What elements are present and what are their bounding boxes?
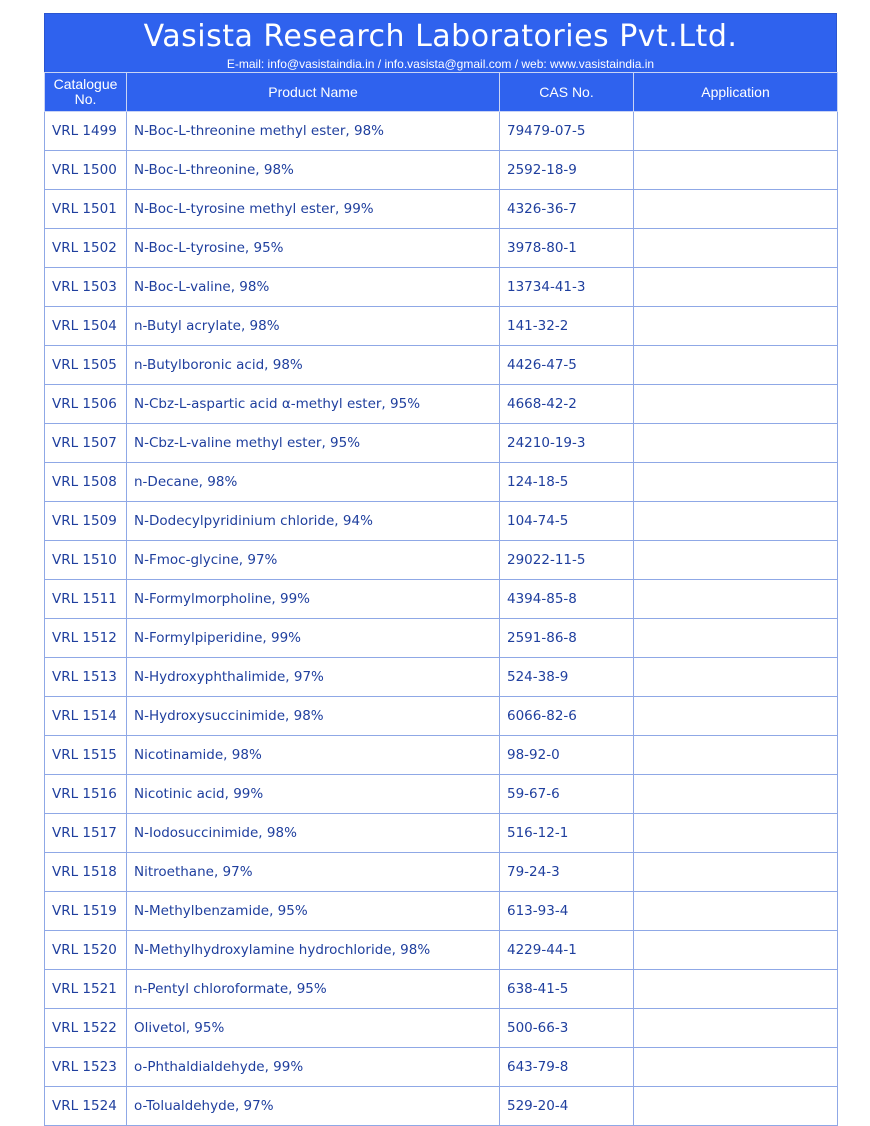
application-cell xyxy=(634,580,838,619)
application-cell xyxy=(634,1048,838,1087)
table-row xyxy=(45,658,838,697)
catalogue-number-cell: VRL 1504 xyxy=(45,307,127,346)
catalogue-number-cell: VRL 1507 xyxy=(45,424,127,463)
product-name-cell: n-Butyl acrylate, 98% xyxy=(127,307,500,346)
cas-number-cell: 79-24-3 xyxy=(500,853,634,892)
cas-number-cell: 2591-86-8 xyxy=(500,619,634,658)
application-cell xyxy=(634,307,838,346)
catalogue-number-cell: VRL 1523 xyxy=(45,1048,127,1087)
contact-line: E-mail: info@vasistaindia.in / info.vasista@gmail.com / web: www.vasistaindia.in xyxy=(226,57,655,71)
application-cell xyxy=(634,775,838,814)
cas-number-cell: 79479-07-5 xyxy=(500,112,634,151)
application-cell xyxy=(634,541,838,580)
table-row xyxy=(45,931,838,970)
catalogue-number-cell: VRL 1521 xyxy=(45,970,127,1009)
cas-number-cell: 3978-80-1 xyxy=(500,229,634,268)
application-cell xyxy=(634,229,838,268)
catalogue-number-cell: VRL 1508 xyxy=(45,463,127,502)
application-cell xyxy=(634,736,838,775)
table-row xyxy=(45,346,838,385)
table-row xyxy=(45,697,838,736)
table-row xyxy=(45,736,838,775)
product-name-cell: N-Methylbenzamide, 95% xyxy=(127,892,500,931)
application-cell xyxy=(634,502,838,541)
cas-number-cell: 98-92-0 xyxy=(500,736,634,775)
product-name-cell: n-Decane, 98% xyxy=(127,463,500,502)
catalogue-number-cell: VRL 1524 xyxy=(45,1087,127,1126)
cas-number-cell: 141-32-2 xyxy=(500,307,634,346)
application-cell xyxy=(634,970,838,1009)
product-name-cell: n-Butylboronic acid, 98% xyxy=(127,346,500,385)
application-cell xyxy=(634,658,838,697)
cas-number-cell: 529-20-4 xyxy=(500,1087,634,1126)
table-row xyxy=(45,151,838,190)
application-cell xyxy=(634,112,838,151)
catalogue-number-cell: VRL 1519 xyxy=(45,892,127,931)
catalogue-number-cell: VRL 1518 xyxy=(45,853,127,892)
catalogue-sheet xyxy=(44,13,837,1126)
cas-number-cell: 4426-47-5 xyxy=(500,346,634,385)
product-name-cell: Nicotinic acid, 99% xyxy=(127,775,500,814)
product-name-cell: N-Dodecylpyridinium chloride, 94% xyxy=(127,502,500,541)
product-name-cell: N-Fmoc-glycine, 97% xyxy=(127,541,500,580)
application-cell xyxy=(634,853,838,892)
product-name-cell: N-Formylpiperidine, 99% xyxy=(127,619,500,658)
cas-number-cell: 124-18-5 xyxy=(500,463,634,502)
catalogue-number-cell: VRL 1511 xyxy=(45,580,127,619)
catalogue-header-line1: Catalogue xyxy=(53,76,118,92)
product-name-cell: o-Tolualdehyde, 97% xyxy=(127,1087,500,1126)
table-row xyxy=(45,268,838,307)
cas-number-cell: 24210-19-3 xyxy=(500,424,634,463)
catalogue-number-cell: VRL 1509 xyxy=(45,502,127,541)
application-cell xyxy=(634,463,838,502)
application-cell xyxy=(634,892,838,931)
table-row xyxy=(45,502,838,541)
cas-number-cell: 524-38-9 xyxy=(500,658,634,697)
application-cell xyxy=(634,424,838,463)
cas-number-cell: 638-41-5 xyxy=(500,970,634,1009)
table-row xyxy=(45,424,838,463)
application-cell xyxy=(634,268,838,307)
cas-number-cell: 4668-42-2 xyxy=(500,385,634,424)
catalogue-header-line2: No. xyxy=(74,91,97,107)
catalogue-number-cell: VRL 1514 xyxy=(45,697,127,736)
catalogue-number-cell: VRL 1510 xyxy=(45,541,127,580)
product-name-cell: Olivetol, 95% xyxy=(127,1009,500,1048)
catalogue-number-cell: VRL 1506 xyxy=(45,385,127,424)
column-header-catalogue xyxy=(45,73,127,112)
column-header-application: Application xyxy=(634,73,838,112)
application-cell xyxy=(634,619,838,658)
catalogue-number-cell: VRL 1513 xyxy=(45,658,127,697)
application-cell xyxy=(634,1009,838,1048)
catalogue-number-cell: VRL 1503 xyxy=(45,268,127,307)
product-name-cell: Nicotinamide, 98% xyxy=(127,736,500,775)
table-row xyxy=(45,970,838,1009)
application-cell xyxy=(634,931,838,970)
product-table xyxy=(44,72,838,1126)
cas-number-cell: 4229-44-1 xyxy=(500,931,634,970)
product-name-cell: Nitroethane, 97% xyxy=(127,853,500,892)
column-header-cas: CAS No. xyxy=(500,73,634,112)
application-cell xyxy=(634,346,838,385)
product-name-cell: N-Formylmorpholine, 99% xyxy=(127,580,500,619)
catalogue-number-cell: VRL 1500 xyxy=(45,151,127,190)
catalogue-number-cell: VRL 1502 xyxy=(45,229,127,268)
catalogue-number-cell: VRL 1499 xyxy=(45,112,127,151)
product-name-cell: N-Boc-L-threonine, 98% xyxy=(127,151,500,190)
product-name-cell: N-Boc-L-valine, 98% xyxy=(127,268,500,307)
cas-number-cell: 4326-36-7 xyxy=(500,190,634,229)
table-row xyxy=(45,1048,838,1087)
cas-number-cell: 2592-18-9 xyxy=(500,151,634,190)
table-row xyxy=(45,619,838,658)
cas-number-cell: 613-93-4 xyxy=(500,892,634,931)
product-name-cell: o-Phthaldialdehyde, 99% xyxy=(127,1048,500,1087)
table-row xyxy=(45,775,838,814)
cas-number-cell: 4394-85-8 xyxy=(500,580,634,619)
company-name: Vasista Research Laboratories Pvt.Ltd. xyxy=(143,19,738,54)
catalogue-number-cell: VRL 1505 xyxy=(45,346,127,385)
product-name-cell: N-Boc-L-threonine methyl ester, 98% xyxy=(127,112,500,151)
cas-number-cell: 6066-82-6 xyxy=(500,697,634,736)
column-header-product: Product Name xyxy=(127,73,500,112)
product-name-cell: N-Boc-L-tyrosine methyl ester, 99% xyxy=(127,190,500,229)
application-cell xyxy=(634,151,838,190)
table-row xyxy=(45,112,838,151)
table-row xyxy=(45,580,838,619)
product-name-cell: N-Methylhydroxylamine hydrochloride, 98% xyxy=(127,931,500,970)
catalogue-number-cell: VRL 1517 xyxy=(45,814,127,853)
table-row xyxy=(45,385,838,424)
product-name-cell: N-Boc-L-tyrosine, 95% xyxy=(127,229,500,268)
product-name-cell: N-Hydroxyphthalimide, 97% xyxy=(127,658,500,697)
catalogue-number-cell: VRL 1520 xyxy=(45,931,127,970)
cas-number-cell: 500-66-3 xyxy=(500,1009,634,1048)
table-row xyxy=(45,463,838,502)
table-row xyxy=(45,892,838,931)
cas-number-cell: 104-74-5 xyxy=(500,502,634,541)
cas-number-cell: 13734-41-3 xyxy=(500,268,634,307)
table-header-row xyxy=(45,73,838,112)
application-cell xyxy=(634,385,838,424)
cas-number-cell: 516-12-1 xyxy=(500,814,634,853)
catalogue-number-cell: VRL 1512 xyxy=(45,619,127,658)
table-row xyxy=(45,541,838,580)
catalogue-number-cell: VRL 1515 xyxy=(45,736,127,775)
application-cell xyxy=(634,1087,838,1126)
company-banner xyxy=(44,13,837,72)
application-cell xyxy=(634,190,838,229)
catalogue-number-cell: VRL 1516 xyxy=(45,775,127,814)
catalogue-number-cell: VRL 1522 xyxy=(45,1009,127,1048)
table-row xyxy=(45,1087,838,1126)
product-name-cell: N-Cbz-L-aspartic acid α-methyl ester, 95% xyxy=(127,385,500,424)
table-row xyxy=(45,190,838,229)
application-cell xyxy=(634,814,838,853)
table-row xyxy=(45,307,838,346)
table-row xyxy=(45,1009,838,1048)
product-name-cell: n-Pentyl chloroformate, 95% xyxy=(127,970,500,1009)
product-name-cell: N-Iodosuccinimide, 98% xyxy=(127,814,500,853)
application-cell xyxy=(634,697,838,736)
table-row xyxy=(45,814,838,853)
cas-number-cell: 59-67-6 xyxy=(500,775,634,814)
table-row xyxy=(45,229,838,268)
cas-number-cell: 29022-11-5 xyxy=(500,541,634,580)
cas-number-cell: 643-79-8 xyxy=(500,1048,634,1087)
table-row xyxy=(45,853,838,892)
catalogue-number-cell: VRL 1501 xyxy=(45,190,127,229)
product-name-cell: N-Hydroxysuccinimide, 98% xyxy=(127,697,500,736)
product-name-cell: N-Cbz-L-valine methyl ester, 95% xyxy=(127,424,500,463)
